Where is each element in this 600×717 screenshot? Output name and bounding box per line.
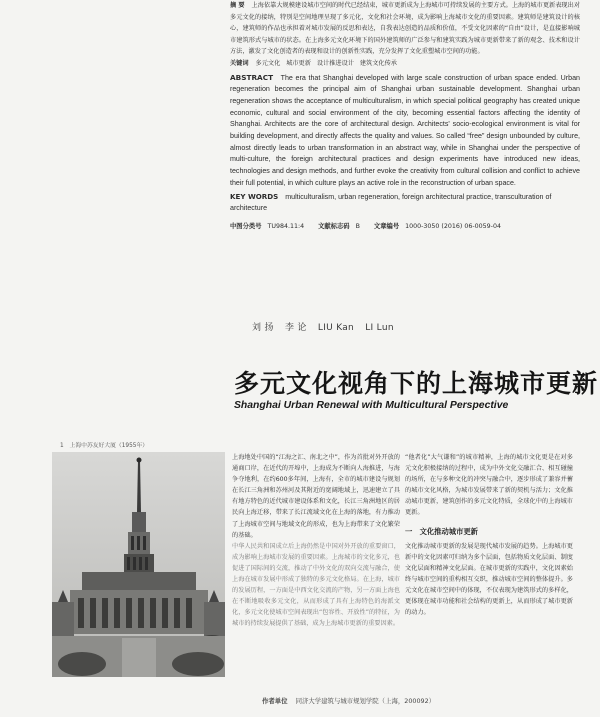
- abstract-cn-text: 上海依靠大规模建设城市空间的时代已经结束，城市更新成为上海城市可持续发展的主要方式。上海的城市更新表现出对多元文化的接纳，特别是空间地理呈现了多元化，文化和社会环境，成为影响上海城市文化的重要因素。建筑师是建筑设计的核心，建筑师的作品也承担着对城市发展的反思和表达，自我表达创造的品质和价值，不受文化因素的“自由”设计，是直接影响城市建筑形式与城市的状态。在上海多元文化环境下的国外建筑师的广泛参与和建筑实践为城市更新带来了新的观念、技术和设计方法，激发了文化创造者的表现和设计的创新性实践，充分发挥了文化重塑城市空间的功能。: [230, 2, 581, 56]
- authors-line: [252, 320, 402, 333]
- figure-caption: [60, 440, 148, 449]
- body-paragraph: 上海地处中国的“江海之汇、南北之中”，作为首批对外开放的通商口岸，在近代的开埠中，上海成为不断向人海推进，与海争夺地利，在约600多年间，上海有，全市的城市建设与规划在长江三角洲和苏州河及其附近的宽阔地域上，迅速建立了具有地方特色的近代城市建设体系和文化，长江三角洲地区的居民向上海迁移，带来了长江流域文化在上海的落地，有力推动了上海城市空间与地域文化的形成，也为上海带来了文化繁荣的基础。: [232, 454, 400, 539]
- keywords-en-label: KEY WORDS: [230, 191, 279, 201]
- classification-row: [230, 221, 580, 233]
- abstract-cn-label: 摘 要: [230, 2, 245, 9]
- abstract-en-label: ABSTRACT: [230, 72, 274, 82]
- figure-caption-text: 上海中苏友好大厦（1955年）: [69, 443, 149, 449]
- abstract-section: [230, 0, 580, 300]
- keyword-cn: 建筑文化传承: [359, 59, 397, 67]
- english-abstract: [230, 72, 580, 190]
- article-title: 多元文化视角下的上海城市更新: [234, 369, 599, 398]
- article-title-english: Shanghai Urban Renewal with Multicultural Perspective: [234, 400, 509, 411]
- body-column-left: [232, 452, 400, 630]
- body-column-right: [405, 452, 573, 618]
- clc-code: 中图分类号 TU984.11:4: [230, 223, 305, 230]
- english-keywords: [230, 191, 580, 215]
- keywords-en-text: multiculturalism, urban regeneration, foreign architectural practice, transculturation of architecture: [230, 192, 552, 213]
- affiliation-text: 同济大学建筑与城市规划学院（上海，200092）: [295, 697, 436, 705]
- article-number: 文章编号 1000-3050 (2016) 06-0059-04: [373, 223, 501, 230]
- author-name: 刘 扬: [252, 323, 274, 333]
- figure-number: 1: [60, 443, 64, 449]
- keywords-cn-label: 关键词: [230, 59, 249, 67]
- keyword-cn: 设计推进设计: [316, 59, 354, 67]
- keyword-cn: 城市更新: [286, 59, 311, 67]
- chinese-abstract: [230, 0, 580, 58]
- author-affiliation: [262, 696, 435, 705]
- affiliation-label: 作者单位: [262, 697, 288, 705]
- keyword-cn: 多元文化: [255, 59, 281, 67]
- abstract-en-text: The era that Shanghai developed with large scale construction of urban space ended. Urban regeneration becomes the principal aim of Shanghai urban sustainable development. Shanghai urban regeneration shows the acceptance of multiculturalism, in which special political geography has created unique economic, cultural and social environment of the city, becoming essential factors affecting the identity of Shanghai. Architects are the core of architectural design. Architects' socio-ecological environment is vital for building development, and directly affects the quality and values. So called “free” design unbounded by culture, almost directly leads to urban transformation in an abstract way, while in Shanghai under the perspective of multi-culture, the foreign architectural practices and design experiments have introduced new ideas, technologies and design methods, and further evoke the creativity from cultural collision and conflict to achieve their full potential, in which culture plays an active role in the reconstruction of urban space.: [230, 73, 580, 187]
- author-name: LI Lun: [365, 323, 394, 333]
- author-name: LIU Kan: [317, 323, 355, 333]
- section-heading: 一 文化推动城市更新: [405, 526, 478, 536]
- historic-building-photo: [52, 452, 225, 677]
- chinese-keywords: [230, 58, 580, 70]
- body-paragraph: 文化推动城市更新的发展是现代城市发展的趋势。上海城市更新中的文化因素可归纳为多个层面，包括物质文化层面、制度文化层面和精神文化层面。在城市更新的实践中，文化因素始终与城市空间的重构相互交织，推动城市空间的整体提升。多元文化在城市空间中的体现，不仅表现为建筑形式的多样化，更体现在城市功能和社会结构的更新上，从而形成了城市更新的动力。: [405, 542, 573, 617]
- body-paragraph: “他者化”大气谦和”的城市精神，上海的城市文化更是在对多元文化积极接纳的过程中，成为中外文化交融汇合、相互碰撞的场所，在与多种文化的冲突与融合中，逐步形成了兼容并蓄的城市文化风格，为城市发展带来了新的契机与活力；文化推动城市更新，建筑创作的多元文化特质，全球化中的上海城市更新。: [405, 454, 573, 517]
- author-name: 李 论: [284, 323, 307, 333]
- document-code: 文献标志码 B: [318, 223, 360, 230]
- body-paragraph: 中华人民共和国成立后上海仍然是中国对外开放的重要窗口，成为影响上海城市发展的重要因素。上海城市的文化多元，也促进了国际间的交流，推动了中外文化的双向交流与融合，使上海在城市发展中形成了独特的多元文化格局。在上海，城市的发展历程，一方面是中西文化交流的产物，另一方面上海也在不断地吸收多元文化，从而形成了具有上海特色的海派文化，多元文化使城市空间表现出“包容性、开放性”的特征，为城市的持续发展提供了基础，成为上海城市更新的重要因素。: [232, 542, 400, 628]
